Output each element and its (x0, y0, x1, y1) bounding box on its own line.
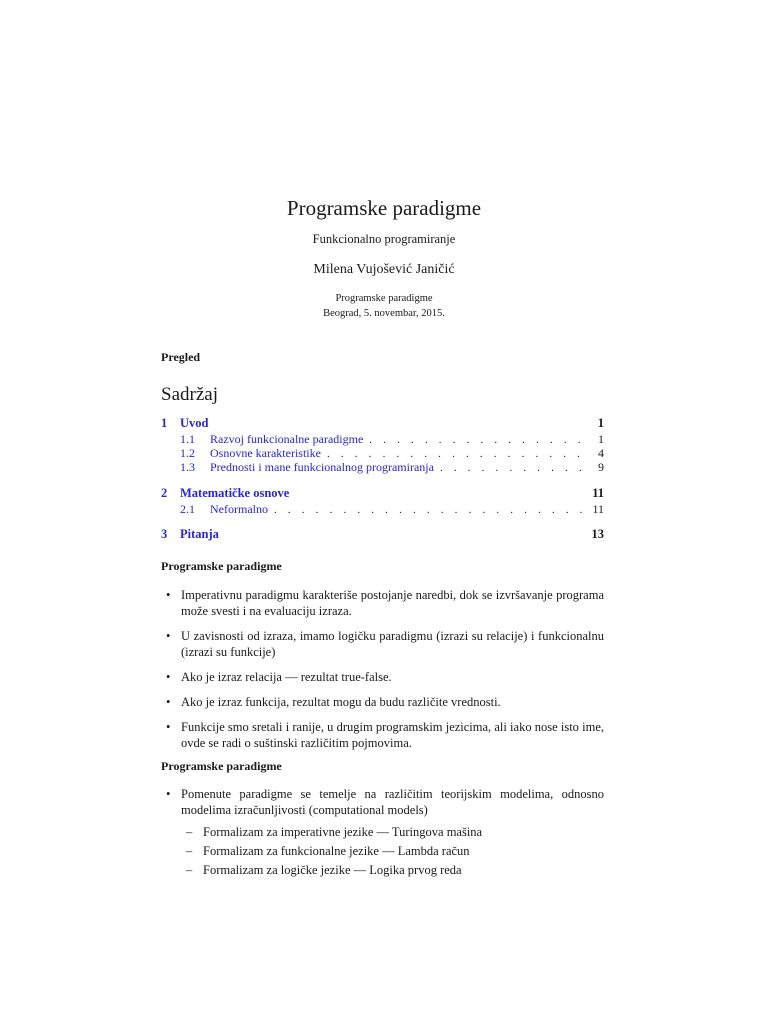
toc-subsection-prednosti[interactable] (161, 460, 604, 476)
document-title: Programske paradigme (286, 196, 482, 220)
toc-page-number: 11 (592, 502, 604, 516)
toc-subsection-number: 2.1 (180, 502, 195, 516)
toc-section-matematicke[interactable] (161, 486, 604, 502)
toc-section-number: 3 (161, 527, 168, 541)
toc-subsection-number: 1.1 (180, 432, 195, 446)
frame-title: Programske paradigme (161, 559, 282, 573)
sub-list (181, 824, 604, 878)
toc-section-pitanja[interactable] (161, 527, 604, 543)
list-item: • Ako je izraz funkcija, rezultat mogu da budu različite vrednosti. (161, 694, 604, 710)
overview-frame-title: Pregled (161, 350, 201, 364)
bullet-list (161, 786, 604, 878)
toc-section-number: 2 (161, 486, 168, 500)
toc-subsection-title[interactable]: Osnovne karakteristike (210, 446, 321, 460)
toc-section-title[interactable]: Matematičke osnove (180, 486, 290, 500)
list-item-text: • Pomenute paradigme se temelje na različitim teorijskim modelima, odnosno modelima izračunljivosti (computational models) (181, 787, 604, 817)
document-date: Beograd, 5. novembar, 2015. (323, 308, 445, 319)
bullet-list (161, 587, 604, 751)
frame-title: Programske paradigme (161, 759, 282, 773)
toc-subsection-neformalno[interactable] (161, 502, 604, 518)
toc-section-title[interactable]: Pitanja (180, 527, 219, 541)
toc-leader-dots (440, 462, 584, 474)
toc-page-number: 9 (598, 460, 604, 474)
sub-list-item: – Formalizam za imperativne jezike — Turingova mašina (181, 824, 604, 840)
toc-subsection-title[interactable]: Prednosti i mane funkcionalnog programiranja (210, 460, 434, 474)
document-subtitle: Funkcionalno programiranje (312, 232, 456, 246)
sub-list-item: – Formalizam za funkcionalne jezike — Lambda račun (181, 843, 604, 859)
toc-section-title[interactable]: Uvod (180, 416, 209, 430)
toc-page-number: 1 (597, 416, 604, 430)
toc-page-number: 4 (598, 446, 604, 460)
toc-page-number: 11 (592, 486, 604, 500)
toc-page-number: 13 (591, 527, 604, 541)
toc-subsection-number: 1.2 (180, 446, 195, 460)
sub-list-item: – Formalizam za logičke jezike — Logika prvog reda (181, 862, 604, 878)
document-author: Milena Vujošević Janičić (313, 262, 455, 277)
list-item: • U zavisnosti od izraza, imamo logičku paradigmu (izrazi su relacije) i funkcionalnu (izrazi su funkcije) (161, 628, 604, 660)
list-item: • Ako je izraz relacija — rezultat true-false. (161, 669, 604, 685)
toc-leader-dots (369, 434, 584, 446)
list-item (161, 786, 604, 878)
toc-section-number: 1 (161, 416, 168, 430)
toc-page-number: 1 (598, 432, 604, 446)
toc-section-uvod[interactable] (161, 416, 604, 432)
toc-leader-dots (274, 504, 584, 516)
toc-leader-dots (327, 448, 584, 460)
toc-subsection-number: 1.3 (180, 460, 195, 474)
toc-subsection-title[interactable]: Neformalno (210, 502, 268, 516)
list-item: • Imperativnu paradigmu karakteriše postojanje naredbi, dok se izvršavanje programa može svesti i na evaluaciju izraza. (161, 587, 604, 619)
toc-subsection-title[interactable]: Razvoj funkcionalne paradigme (210, 432, 364, 446)
document-institute: Programske paradigme (335, 293, 433, 304)
list-item: • Funkcije smo sretali i ranije, u drugim programskim jezicima, ali iako nose isto ime, ovde se radi o suštinski različitim pojmovima. (161, 719, 604, 751)
toc-heading: Sadržaj (161, 384, 218, 405)
